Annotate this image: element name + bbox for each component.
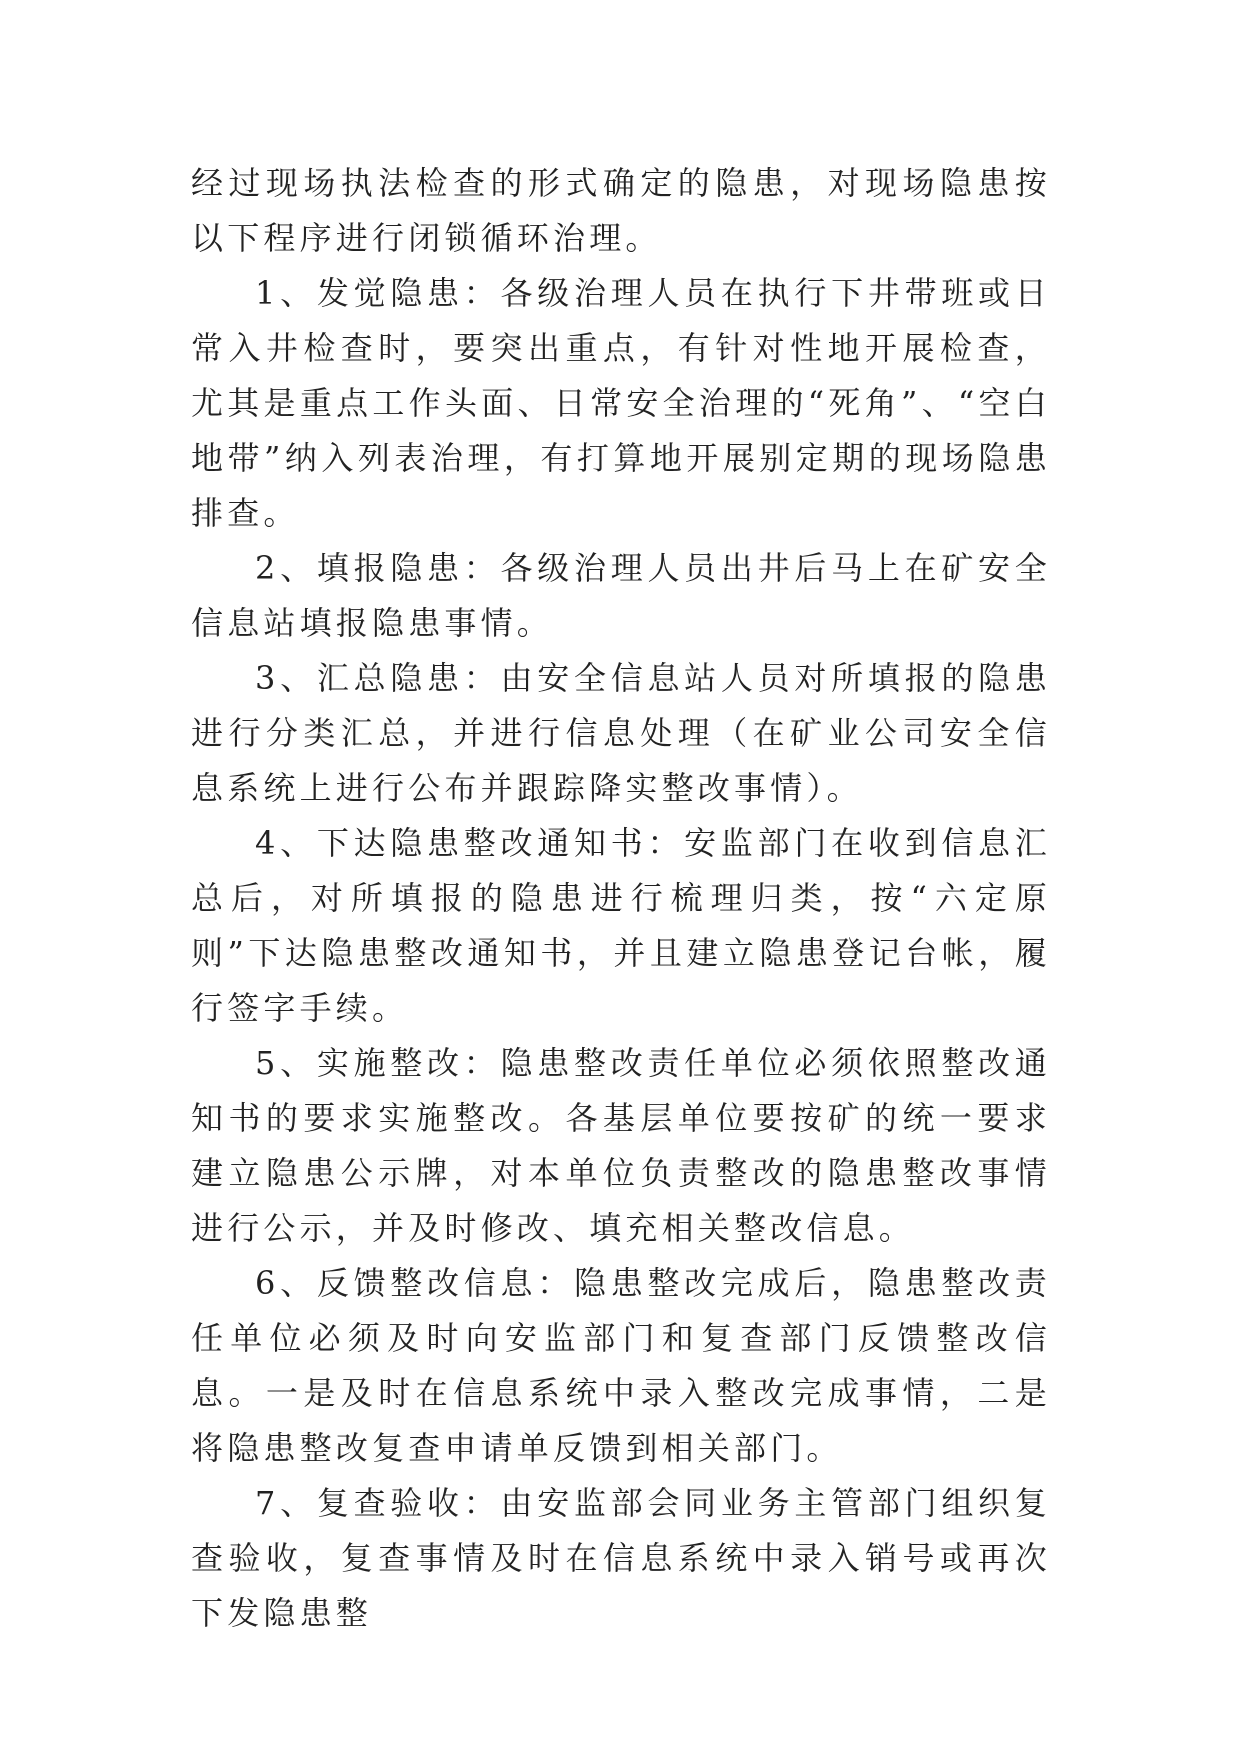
step-1-paragraph: 1、发觉隐患：各级治理人员在执行下井带班或日常入井检查时，要突出重点，有针对性地开展检查，尤其是重点工作头面、日常安全治理的“死角”、“空白地带”纳入列表治理，有打算地开展别定期的现场隐患排查。 [191, 274, 1051, 532]
step-7-paragraph: 7、复查验收：由安监部会同业务主管部门组织复查验收，复查事情及时在信息系统中录入销号或再次下发隐患整 [191, 1484, 1051, 1632]
step-6-paragraph: 6、反馈整改信息：隐患整改完成后，隐患整改责任单位必须及时向安监部门和复查部门反馈整改信息。一是及时在信息系统中录入整改完成事情，二是将隐患整改复查申请单反馈到相关部门。 [191, 1264, 1051, 1467]
step-2-paragraph: 2、填报隐患：各级治理人员出井后马上在矿安全信息站填报隐患事情。 [191, 549, 1051, 642]
step-4-paragraph: 4、下达隐患整改通知书：安监部门在收到信息汇总后，对所填报的隐患进行梳理归类，按“六定原则”下达隐患整改通知书，并且建立隐患登记台帐，履行签字手续。 [191, 824, 1051, 1027]
step-3-paragraph: 3、汇总隐患：由安全信息站人员对所填报的隐患进行分类汇总，并进行信息处理（在矿业公司安全信息系统上进行公布并跟踪降实整改事情）。 [191, 659, 1051, 807]
step-5-paragraph: 5、实施整改：隐患整改责任单位必须依照整改通知书的要求实施整改。各基层单位要按矿的统一要求建立隐患公示牌，对本单位负责整改的隐患整改事情进行公示，并及时修改、填充相关整改信息。 [191, 1044, 1051, 1247]
intro-paragraph: 经过现场执法检查的形式确定的隐患，对现场隐患按以下程序进行闭锁循环治理。 [191, 164, 1051, 257]
document-body [191, 156, 1051, 1641]
